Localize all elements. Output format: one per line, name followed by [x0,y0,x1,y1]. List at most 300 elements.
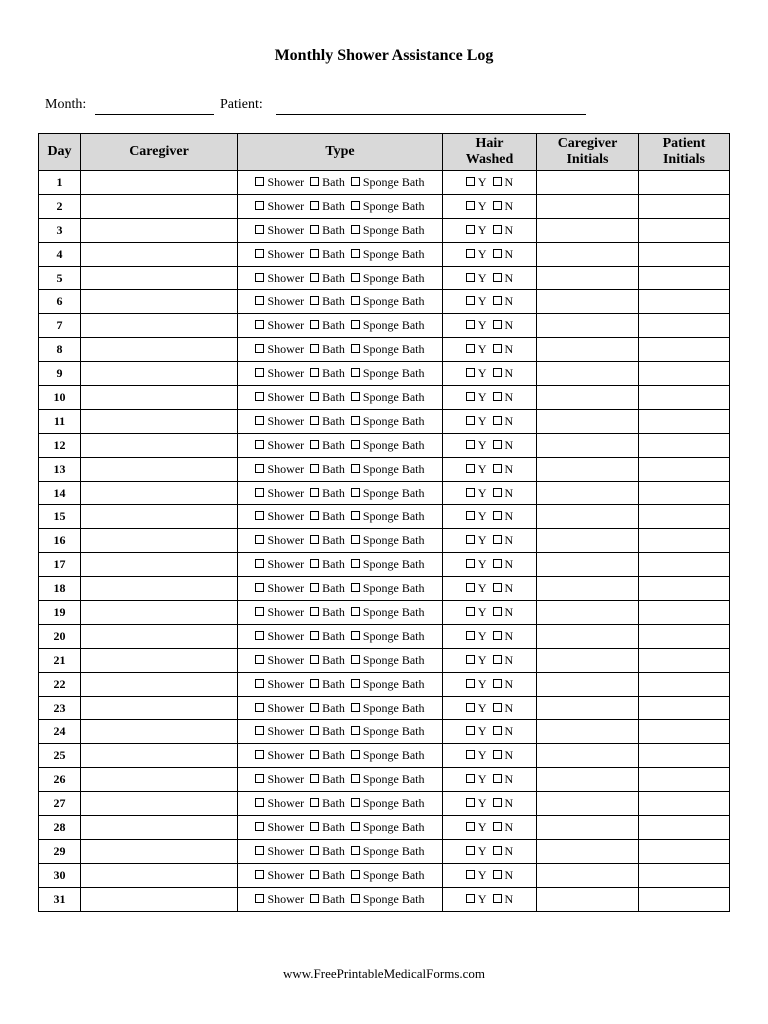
no-option[interactable] [493,175,514,190]
caregiver-initials-cell[interactable] [537,863,639,887]
checkbox[interactable] [466,631,475,640]
checkbox[interactable] [351,774,360,783]
no-option[interactable] [493,247,514,262]
checkbox[interactable] [466,559,475,568]
caregiver-initials-cell[interactable] [537,218,639,242]
yes-option[interactable] [466,748,487,763]
sponge-bath-option[interactable] [351,223,425,238]
checkbox[interactable] [466,607,475,616]
shower-option[interactable] [255,748,304,763]
caregiver-cell[interactable] [81,194,238,218]
no-option[interactable] [493,438,514,453]
shower-option[interactable] [255,462,304,477]
shower-option[interactable] [255,796,304,811]
bath-option[interactable] [310,414,345,429]
caregiver-cell[interactable] [81,816,238,840]
sponge-bath-option[interactable] [351,677,425,692]
caregiver-cell[interactable] [81,171,238,195]
checkbox[interactable] [493,488,502,497]
checkbox[interactable] [351,488,360,497]
patient-initials-cell[interactable] [639,577,730,601]
bath-option[interactable] [310,605,345,620]
checkbox[interactable] [310,368,319,377]
caregiver-cell[interactable] [81,768,238,792]
bath-option[interactable] [310,533,345,548]
checkbox[interactable] [351,846,360,855]
sponge-bath-option[interactable] [351,772,425,787]
shower-option[interactable] [255,509,304,524]
bath-option[interactable] [310,342,345,357]
patient-initials-cell[interactable] [639,648,730,672]
caregiver-cell[interactable] [81,242,238,266]
checkbox[interactable] [466,655,475,664]
checkbox[interactable] [255,511,264,520]
checkbox[interactable] [493,225,502,234]
checkbox[interactable] [255,870,264,879]
caregiver-cell[interactable] [81,792,238,816]
yes-option[interactable] [466,342,487,357]
patient-initials-cell[interactable] [639,290,730,314]
checkbox[interactable] [310,392,319,401]
checkbox[interactable] [351,870,360,879]
checkbox[interactable] [466,679,475,688]
month-field[interactable] [95,114,214,115]
sponge-bath-option[interactable] [351,318,425,333]
shower-option[interactable] [255,844,304,859]
bath-option[interactable] [310,820,345,835]
checkbox[interactable] [310,703,319,712]
checkbox[interactable] [351,177,360,186]
checkbox[interactable] [466,822,475,831]
patient-initials-cell[interactable] [639,386,730,410]
checkbox[interactable] [255,894,264,903]
checkbox[interactable] [493,583,502,592]
caregiver-cell[interactable] [81,266,238,290]
caregiver-cell[interactable] [81,409,238,433]
caregiver-cell[interactable] [81,290,238,314]
checkbox[interactable] [351,225,360,234]
patient-initials-cell[interactable] [639,433,730,457]
checkbox[interactable] [351,296,360,305]
bath-option[interactable] [310,677,345,692]
no-option[interactable] [493,868,514,883]
shower-option[interactable] [255,199,304,214]
checkbox[interactable] [466,488,475,497]
checkbox[interactable] [493,750,502,759]
checkbox[interactable] [351,631,360,640]
checkbox[interactable] [351,368,360,377]
no-option[interactable] [493,199,514,214]
bath-option[interactable] [310,199,345,214]
checkbox[interactable] [255,774,264,783]
sponge-bath-option[interactable] [351,342,425,357]
bath-option[interactable] [310,247,345,262]
checkbox[interactable] [351,201,360,210]
shower-option[interactable] [255,247,304,262]
checkbox[interactable] [351,464,360,473]
yes-option[interactable] [466,318,487,333]
caregiver-initials-cell[interactable] [537,577,639,601]
sponge-bath-option[interactable] [351,366,425,381]
no-option[interactable] [493,271,514,286]
no-option[interactable] [493,796,514,811]
checkbox[interactable] [493,416,502,425]
caregiver-cell[interactable] [81,863,238,887]
no-option[interactable] [493,892,514,907]
checkbox[interactable] [493,368,502,377]
bath-option[interactable] [310,390,345,405]
yes-option[interactable] [466,294,487,309]
bath-option[interactable] [310,175,345,190]
checkbox[interactable] [351,559,360,568]
checkbox[interactable] [493,726,502,735]
checkbox[interactable] [255,201,264,210]
sponge-bath-option[interactable] [351,271,425,286]
no-option[interactable] [493,342,514,357]
sponge-bath-option[interactable] [351,486,425,501]
sponge-bath-option[interactable] [351,557,425,572]
shower-option[interactable] [255,557,304,572]
yes-option[interactable] [466,653,487,668]
yes-option[interactable] [466,772,487,787]
caregiver-cell[interactable] [81,218,238,242]
caregiver-cell[interactable] [81,314,238,338]
sponge-bath-option[interactable] [351,414,425,429]
bath-option[interactable] [310,772,345,787]
caregiver-cell[interactable] [81,505,238,529]
sponge-bath-option[interactable] [351,724,425,739]
checkbox[interactable] [255,464,264,473]
checkbox[interactable] [351,703,360,712]
checkbox[interactable] [351,440,360,449]
bath-option[interactable] [310,796,345,811]
no-option[interactable] [493,486,514,501]
caregiver-initials-cell[interactable] [537,696,639,720]
checkbox[interactable] [310,440,319,449]
bath-option[interactable] [310,724,345,739]
caregiver-initials-cell[interactable] [537,242,639,266]
caregiver-initials-cell[interactable] [537,338,639,362]
bath-option[interactable] [310,318,345,333]
checkbox[interactable] [255,368,264,377]
caregiver-cell[interactable] [81,720,238,744]
bath-option[interactable] [310,892,345,907]
caregiver-cell[interactable] [81,577,238,601]
checkbox[interactable] [310,535,319,544]
patient-initials-cell[interactable] [639,696,730,720]
checkbox[interactable] [466,774,475,783]
caregiver-initials-cell[interactable] [537,624,639,648]
caregiver-cell[interactable] [81,839,238,863]
checkbox[interactable] [493,392,502,401]
checkbox[interactable] [310,822,319,831]
checkbox[interactable] [310,344,319,353]
checkbox[interactable] [466,201,475,210]
caregiver-initials-cell[interactable] [537,601,639,625]
yes-option[interactable] [466,724,487,739]
yes-option[interactable] [466,581,487,596]
checkbox[interactable] [493,273,502,282]
checkbox[interactable] [466,870,475,879]
checkbox[interactable] [466,798,475,807]
caregiver-initials-cell[interactable] [537,433,639,457]
shower-option[interactable] [255,223,304,238]
bath-option[interactable] [310,271,345,286]
patient-initials-cell[interactable] [639,218,730,242]
patient-initials-cell[interactable] [639,768,730,792]
caregiver-initials-cell[interactable] [537,887,639,911]
caregiver-initials-cell[interactable] [537,266,639,290]
checkbox[interactable] [493,201,502,210]
caregiver-initials-cell[interactable] [537,386,639,410]
patient-initials-cell[interactable] [639,816,730,840]
patient-initials-cell[interactable] [639,744,730,768]
checkbox[interactable] [255,750,264,759]
checkbox[interactable] [466,535,475,544]
sponge-bath-option[interactable] [351,629,425,644]
checkbox[interactable] [493,296,502,305]
checkbox[interactable] [351,511,360,520]
shower-option[interactable] [255,486,304,501]
caregiver-cell[interactable] [81,338,238,362]
caregiver-cell[interactable] [81,696,238,720]
yes-option[interactable] [466,486,487,501]
sponge-bath-option[interactable] [351,509,425,524]
checkbox[interactable] [466,320,475,329]
checkbox[interactable] [255,296,264,305]
shower-option[interactable] [255,820,304,835]
checkbox[interactable] [466,368,475,377]
sponge-bath-option[interactable] [351,868,425,883]
caregiver-cell[interactable] [81,481,238,505]
bath-option[interactable] [310,294,345,309]
checkbox[interactable] [255,703,264,712]
no-option[interactable] [493,629,514,644]
no-option[interactable] [493,772,514,787]
checkbox[interactable] [466,750,475,759]
shower-option[interactable] [255,318,304,333]
checkbox[interactable] [351,392,360,401]
shower-option[interactable] [255,629,304,644]
bath-option[interactable] [310,581,345,596]
checkbox[interactable] [255,726,264,735]
caregiver-initials-cell[interactable] [537,720,639,744]
checkbox[interactable] [310,679,319,688]
sponge-bath-option[interactable] [351,199,425,214]
checkbox[interactable] [255,535,264,544]
checkbox[interactable] [351,583,360,592]
checkbox[interactable] [493,870,502,879]
checkbox[interactable] [310,774,319,783]
caregiver-cell[interactable] [81,529,238,553]
checkbox[interactable] [466,296,475,305]
patient-initials-cell[interactable] [639,672,730,696]
checkbox[interactable] [255,798,264,807]
shower-option[interactable] [255,605,304,620]
checkbox[interactable] [310,177,319,186]
checkbox[interactable] [351,679,360,688]
checkbox[interactable] [466,440,475,449]
sponge-bath-option[interactable] [351,892,425,907]
patient-initials-cell[interactable] [639,314,730,338]
checkbox[interactable] [493,774,502,783]
caregiver-cell[interactable] [81,601,238,625]
caregiver-initials-cell[interactable] [537,362,639,386]
yes-option[interactable] [466,629,487,644]
checkbox[interactable] [255,416,264,425]
checkbox[interactable] [310,225,319,234]
sponge-bath-option[interactable] [351,247,425,262]
sponge-bath-option[interactable] [351,796,425,811]
patient-initials-cell[interactable] [639,457,730,481]
bath-option[interactable] [310,223,345,238]
yes-option[interactable] [466,533,487,548]
sponge-bath-option[interactable] [351,605,425,620]
checkbox[interactable] [351,750,360,759]
yes-option[interactable] [466,271,487,286]
checkbox[interactable] [466,177,475,186]
shower-option[interactable] [255,533,304,548]
no-option[interactable] [493,605,514,620]
sponge-bath-option[interactable] [351,533,425,548]
yes-option[interactable] [466,557,487,572]
checkbox[interactable] [351,607,360,616]
patient-initials-cell[interactable] [639,553,730,577]
checkbox[interactable] [255,559,264,568]
checkbox[interactable] [466,703,475,712]
caregiver-initials-cell[interactable] [537,816,639,840]
sponge-bath-option[interactable] [351,820,425,835]
sponge-bath-option[interactable] [351,844,425,859]
checkbox[interactable] [493,894,502,903]
checkbox[interactable] [466,511,475,520]
checkbox[interactable] [310,870,319,879]
checkbox[interactable] [310,416,319,425]
bath-option[interactable] [310,366,345,381]
no-option[interactable] [493,677,514,692]
shower-option[interactable] [255,271,304,286]
yes-option[interactable] [466,868,487,883]
checkbox[interactable] [310,320,319,329]
shower-option[interactable] [255,868,304,883]
patient-initials-cell[interactable] [639,505,730,529]
checkbox[interactable] [493,464,502,473]
no-option[interactable] [493,820,514,835]
checkbox[interactable] [493,631,502,640]
caregiver-cell[interactable] [81,362,238,386]
patient-initials-cell[interactable] [639,409,730,433]
patient-initials-cell[interactable] [639,171,730,195]
bath-option[interactable] [310,462,345,477]
checkbox[interactable] [493,535,502,544]
checkbox[interactable] [493,320,502,329]
caregiver-initials-cell[interactable] [537,314,639,338]
shower-option[interactable] [255,772,304,787]
shower-option[interactable] [255,581,304,596]
checkbox[interactable] [351,822,360,831]
patient-initials-cell[interactable] [639,242,730,266]
checkbox[interactable] [351,535,360,544]
shower-option[interactable] [255,366,304,381]
checkbox[interactable] [466,273,475,282]
bath-option[interactable] [310,701,345,716]
caregiver-initials-cell[interactable] [537,839,639,863]
checkbox[interactable] [255,679,264,688]
caregiver-cell[interactable] [81,672,238,696]
no-option[interactable] [493,581,514,596]
checkbox[interactable] [255,631,264,640]
checkbox[interactable] [351,655,360,664]
caregiver-cell[interactable] [81,386,238,410]
checkbox[interactable] [493,822,502,831]
checkbox[interactable] [310,631,319,640]
checkbox[interactable] [493,559,502,568]
sponge-bath-option[interactable] [351,175,425,190]
checkbox[interactable] [466,464,475,473]
shower-option[interactable] [255,390,304,405]
sponge-bath-option[interactable] [351,701,425,716]
checkbox[interactable] [310,798,319,807]
patient-initials-cell[interactable] [639,194,730,218]
checkbox[interactable] [310,464,319,473]
checkbox[interactable] [255,607,264,616]
no-option[interactable] [493,223,514,238]
no-option[interactable] [493,557,514,572]
checkbox[interactable] [493,440,502,449]
checkbox[interactable] [466,225,475,234]
patient-initials-cell[interactable] [639,362,730,386]
no-option[interactable] [493,653,514,668]
no-option[interactable] [493,390,514,405]
no-option[interactable] [493,462,514,477]
checkbox[interactable] [493,607,502,616]
bath-option[interactable] [310,629,345,644]
sponge-bath-option[interactable] [351,294,425,309]
bath-option[interactable] [310,868,345,883]
checkbox[interactable] [493,798,502,807]
checkbox[interactable] [255,822,264,831]
caregiver-cell[interactable] [81,553,238,577]
patient-initials-cell[interactable] [639,529,730,553]
bath-option[interactable] [310,438,345,453]
caregiver-cell[interactable] [81,433,238,457]
checkbox[interactable] [351,249,360,258]
caregiver-initials-cell[interactable] [537,505,639,529]
bath-option[interactable] [310,486,345,501]
yes-option[interactable] [466,175,487,190]
patient-initials-cell[interactable] [639,887,730,911]
caregiver-initials-cell[interactable] [537,171,639,195]
yes-option[interactable] [466,247,487,262]
checkbox[interactable] [255,583,264,592]
yes-option[interactable] [466,820,487,835]
yes-option[interactable] [466,677,487,692]
patient-field[interactable] [276,114,586,115]
shower-option[interactable] [255,342,304,357]
checkbox[interactable] [466,726,475,735]
checkbox[interactable] [466,894,475,903]
caregiver-initials-cell[interactable] [537,553,639,577]
checkbox[interactable] [255,225,264,234]
sponge-bath-option[interactable] [351,462,425,477]
caregiver-initials-cell[interactable] [537,457,639,481]
checkbox[interactable] [310,583,319,592]
checkbox[interactable] [493,703,502,712]
patient-initials-cell[interactable] [639,839,730,863]
no-option[interactable] [493,701,514,716]
bath-option[interactable] [310,557,345,572]
checkbox[interactable] [310,296,319,305]
